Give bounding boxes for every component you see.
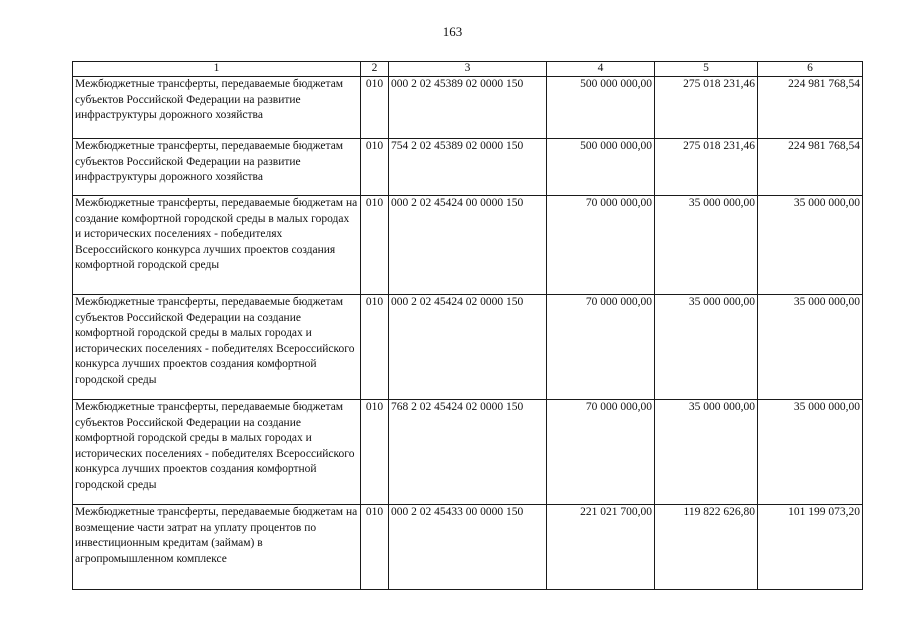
row-name-cell: Межбюджетные трансферты, передаваемые бюджетам субъектов Российской Федерации на создание комфортной городской среды в малых городах и исторических поселениях - победителях Всероссийского конкурса лучших проектов создания комфортной городской среды [73,400,361,505]
row-name-cell: Межбюджетные трансферты, передаваемые бюджетам на создание комфортной городской среды в малых городах и исторических поселениях - победителях Всероссийского конкурса лучших проектов создания комфортной городской среды [73,196,361,295]
row-col4-cell: 70 000 000,00 [547,295,655,400]
row-col6-cell: 101 199 073,20 [758,505,863,590]
row-kbk-cell: 000 2 02 45424 02 0000 150 [389,295,547,400]
row-name-cell: Межбюджетные трансферты, передаваемые бюджетам на возмещение части затрат на уплату процентов по инвестиционным кредитам (займам) в агропромышленном комплексе [73,505,361,590]
table-row [73,196,863,295]
row-code-cell: 010 [361,295,389,400]
column-header: 2 [361,62,389,77]
table-row [73,400,863,505]
row-kbk-cell: 000 2 02 45424 00 0000 150 [389,196,547,295]
row-col6-cell: 35 000 000,00 [758,295,863,400]
column-header: 6 [758,62,863,77]
row-name-cell: Межбюджетные трансферты, передаваемые бюджетам субъектов Российской Федерации на развитие инфраструктуры дорожного хозяйства [73,77,361,139]
row-name-cell: Межбюджетные трансферты, передаваемые бюджетам субъектов Российской Федерации на развитие инфраструктуры дорожного хозяйства [73,139,361,196]
column-header: 1 [73,62,361,77]
table-row [73,505,863,590]
row-col6-cell: 224 981 768,54 [758,139,863,196]
page-number: 163 [442,24,463,39]
column-header: 4 [547,62,655,77]
row-col5-cell: 275 018 231,46 [655,139,758,196]
row-col5-cell: 119 822 626,80 [655,505,758,590]
row-col5-cell: 35 000 000,00 [655,295,758,400]
budget-table [72,61,863,590]
row-code-cell: 010 [361,77,389,139]
row-col6-cell: 35 000 000,00 [758,400,863,505]
row-col5-cell: 35 000 000,00 [655,196,758,295]
table-row [73,295,863,400]
row-kbk-cell: 000 2 02 45389 02 0000 150 [389,77,547,139]
row-name-cell: Межбюджетные трансферты, передаваемые бюджетам субъектов Российской Федерации на создание комфортной городской среды в малых городах и исторических поселениях - победителях Всероссийского конкурса лучших проектов создания комфортной городской среды [73,295,361,400]
column-header: 3 [389,62,547,77]
table-row [73,77,863,139]
table-header-row [73,62,863,77]
row-code-cell: 010 [361,139,389,196]
row-col4-cell: 70 000 000,00 [547,400,655,505]
row-kbk-cell: 000 2 02 45433 00 0000 150 [389,505,547,590]
row-code-cell: 010 [361,196,389,295]
row-col4-cell: 70 000 000,00 [547,196,655,295]
row-code-cell: 010 [361,505,389,590]
row-kbk-cell: 754 2 02 45389 02 0000 150 [389,139,547,196]
row-col4-cell: 500 000 000,00 [547,139,655,196]
row-kbk-cell: 768 2 02 45424 02 0000 150 [389,400,547,505]
row-col6-cell: 224 981 768,54 [758,77,863,139]
row-col6-cell: 35 000 000,00 [758,196,863,295]
row-col5-cell: 35 000 000,00 [655,400,758,505]
table-row [73,139,863,196]
row-col5-cell: 275 018 231,46 [655,77,758,139]
row-col4-cell: 500 000 000,00 [547,77,655,139]
row-code-cell: 010 [361,400,389,505]
column-header: 5 [655,62,758,77]
row-col4-cell: 221 021 700,00 [547,505,655,590]
